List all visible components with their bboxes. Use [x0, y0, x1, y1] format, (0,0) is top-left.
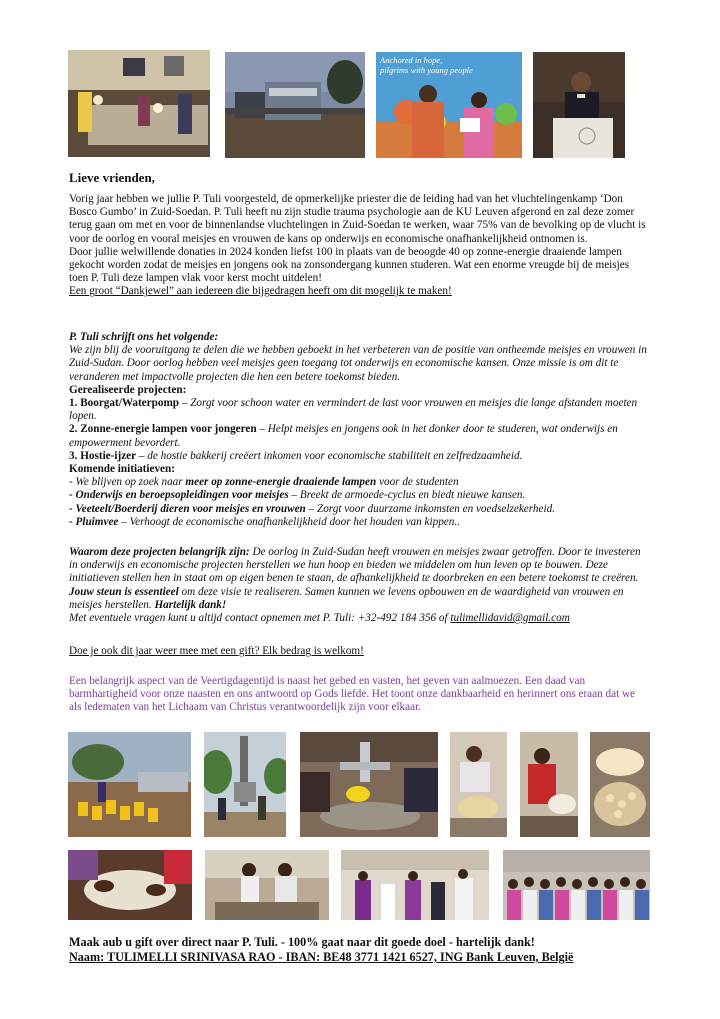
photo-priest-at-lectern — [533, 52, 625, 158]
photo-container-at-dusk — [225, 52, 365, 158]
contact-line: Met eventuele vragen kunt u altijd contact opnemen met P. Tuli: +32-492 184 356 of tulimellidavid@gmail.com — [69, 612, 570, 625]
intro-paragraph-2: Door jullie welwillende donaties in 2024 konden liefst 100 in plaats van de beoogde 40 op zonne-energie draaiende lampen gekocht worden zodat de meisjes en jongens ook na zonsondergang kunnen studeren. Wat een enorme vreugde bij de meisjes toen P. Tuli deze lampen vlak voor kerst mocht uitdelen! — [69, 245, 630, 285]
footer-bank-details: Naam: TULIMELLI SRINIVASA RAO - IBAN: BE48 3771 1421 6527, ING Bank Leuven, België — [69, 950, 574, 964]
upcoming-item-1: - We blijven op zoek naar meer op zonne-energie draaiende lampen voor de studenten — [69, 476, 459, 489]
footer-donation — [69, 935, 659, 965]
photo-host-baking-1 — [450, 732, 507, 837]
poster-caption: Anchored in hope, pilgrims with young people — [380, 55, 473, 75]
photo-water-pump — [300, 732, 438, 837]
realized-heading: Gerealiseerde projecten: — [69, 383, 187, 396]
upcoming-item-3: - Veeteelt/Boerderij dieren voor meisjes en vrouwen – Zorgt voor duurzame inkomsten en voedselzekerheid. — [69, 502, 555, 515]
photo-borehole-rig — [204, 732, 286, 837]
realized-item-3: 3. Hostie-ijzer – de hostie bakkerij creëert inkomen voor economische stabiliteit en zelfredzaamheid. — [69, 449, 523, 462]
upcoming-heading: Komende initiatieven: — [69, 463, 175, 476]
intro-section — [69, 193, 649, 299]
upcoming-item-4: - Pluimvee – Verhoogt de economische onafhankelijkheid door het houden van kippen.. — [69, 515, 460, 528]
photo-hands-sorting — [68, 850, 192, 920]
photo-jubilee-poster — [376, 52, 522, 158]
lent-paragraph: Een belangrijk aspect van de Veertigdagentijd is naast het gebed en vasten, het geven van aalmoezen. Een daad van barmhartigheid voor onze naasten en ons antwoord op Gods liefde. Het toont onze dankbaarheid en herinnert ons eraan dat we als ledematen van het Lichaam van Christus verantwoordelijk zijn voor elkaar. — [69, 675, 636, 714]
tuli-body: We zijn blij de vooruitgang te delen die we hebben geboekt in het verbeteren van de positie van ontheemde meisjes en vrouwen in Zuid-Sudan. Door oorlog hebben veel meisjes geen toegang tot onderwijs en economische kansen. Onze missie is om dit te veranderen met impactvolle projecten die hen een betere toekomst bieden. — [69, 344, 647, 383]
photo-host-wafers — [590, 732, 650, 837]
why-section — [69, 546, 649, 625]
photo-water-containers — [68, 732, 191, 837]
intro-paragraph-1: Vorig jaar hebben we jullie P. Tuli voorgesteld, de opmerkelijke priester die de leiding had van het vluchtelingenkamp ‘Don Bosco Gumbo’ in Zuid-Soedan. P. Tuli heeft nu zijn studie trauma psychologie aan de KU Leuven afgerond en zal deze zomer terug gaan om met en voor de binnenlandse vluchtelingen in Zuid-Soedan te werken, waar 75% van de bevolking op de vlucht is voor de oorlog en vooral meisjes en vrouwen de kans op onderwijs en economische onafhankelijkheid ontnomen is. — [69, 193, 646, 245]
why-paragraph: Waarom deze projecten belangrijk zijn: De oorlog in Zuid-Sudan heeft vrouwen en meisjes zwaar getroffen. Door te investeren in onderwijs en economische projecten herstellen we hun hoop en bieden we middelen om hun leven op te bouwen. Deze initiatieven stellen hen in staat om op eigen benen te staan, de afhankelijkheid te doorbreken en een betere toekomst te creëren. Jouw steun is essentieel om deze visie te realiseren. Samen kunnen we levens opbouwen en de waardigheid van vrouwen en meisjes herstellen. Hartelijk dank! — [69, 546, 641, 611]
photo-baking-table — [205, 850, 329, 920]
photo-girls-studying-with-lamps — [68, 50, 210, 157]
footer-line-1: Maak aub u gift over direct naar P. Tuli. - 100% gaat naar dit goede doel - hartelijk dank! — [69, 935, 535, 949]
photo-host-baking-2 — [520, 732, 578, 837]
email-link[interactable]: tulimellidavid@gmail.com — [450, 612, 570, 625]
realized-item-1: 1. Boorgat/Waterpomp – Zorgt voor schoon water en vermindert de last voor vrouwen en meisjes die lange afstanden moeten lopen. — [69, 397, 638, 423]
tuli-letter — [69, 331, 649, 529]
photo-crowd-of-students — [503, 850, 650, 920]
gift-question: Doe je ook dit jaar weer mee met een gift? Elk bedrag is welkom! — [69, 645, 364, 657]
realized-item-2: 2. Zonne-energie lampen voor jongeren – Helpt meisjes en jongens ook in het donker door te studeren, wat onderwijs en empowerment bevordert. — [69, 423, 618, 449]
tuli-heading: P. Tuli schrijft ons het volgende: — [69, 331, 219, 343]
greeting: Lieve vrienden, — [69, 170, 155, 185]
intro-thanks: Een groot “Dankjewel” aan iedereen die bijgedragen heeft om dit mogelijk te maken! — [69, 285, 452, 298]
photo-church-group — [341, 850, 489, 920]
upcoming-item-2: - Onderwijs en beroepsopleidingen voor meisjes – Breekt de armoede-cyclus en biedt nieuwe kansen. — [69, 489, 526, 502]
